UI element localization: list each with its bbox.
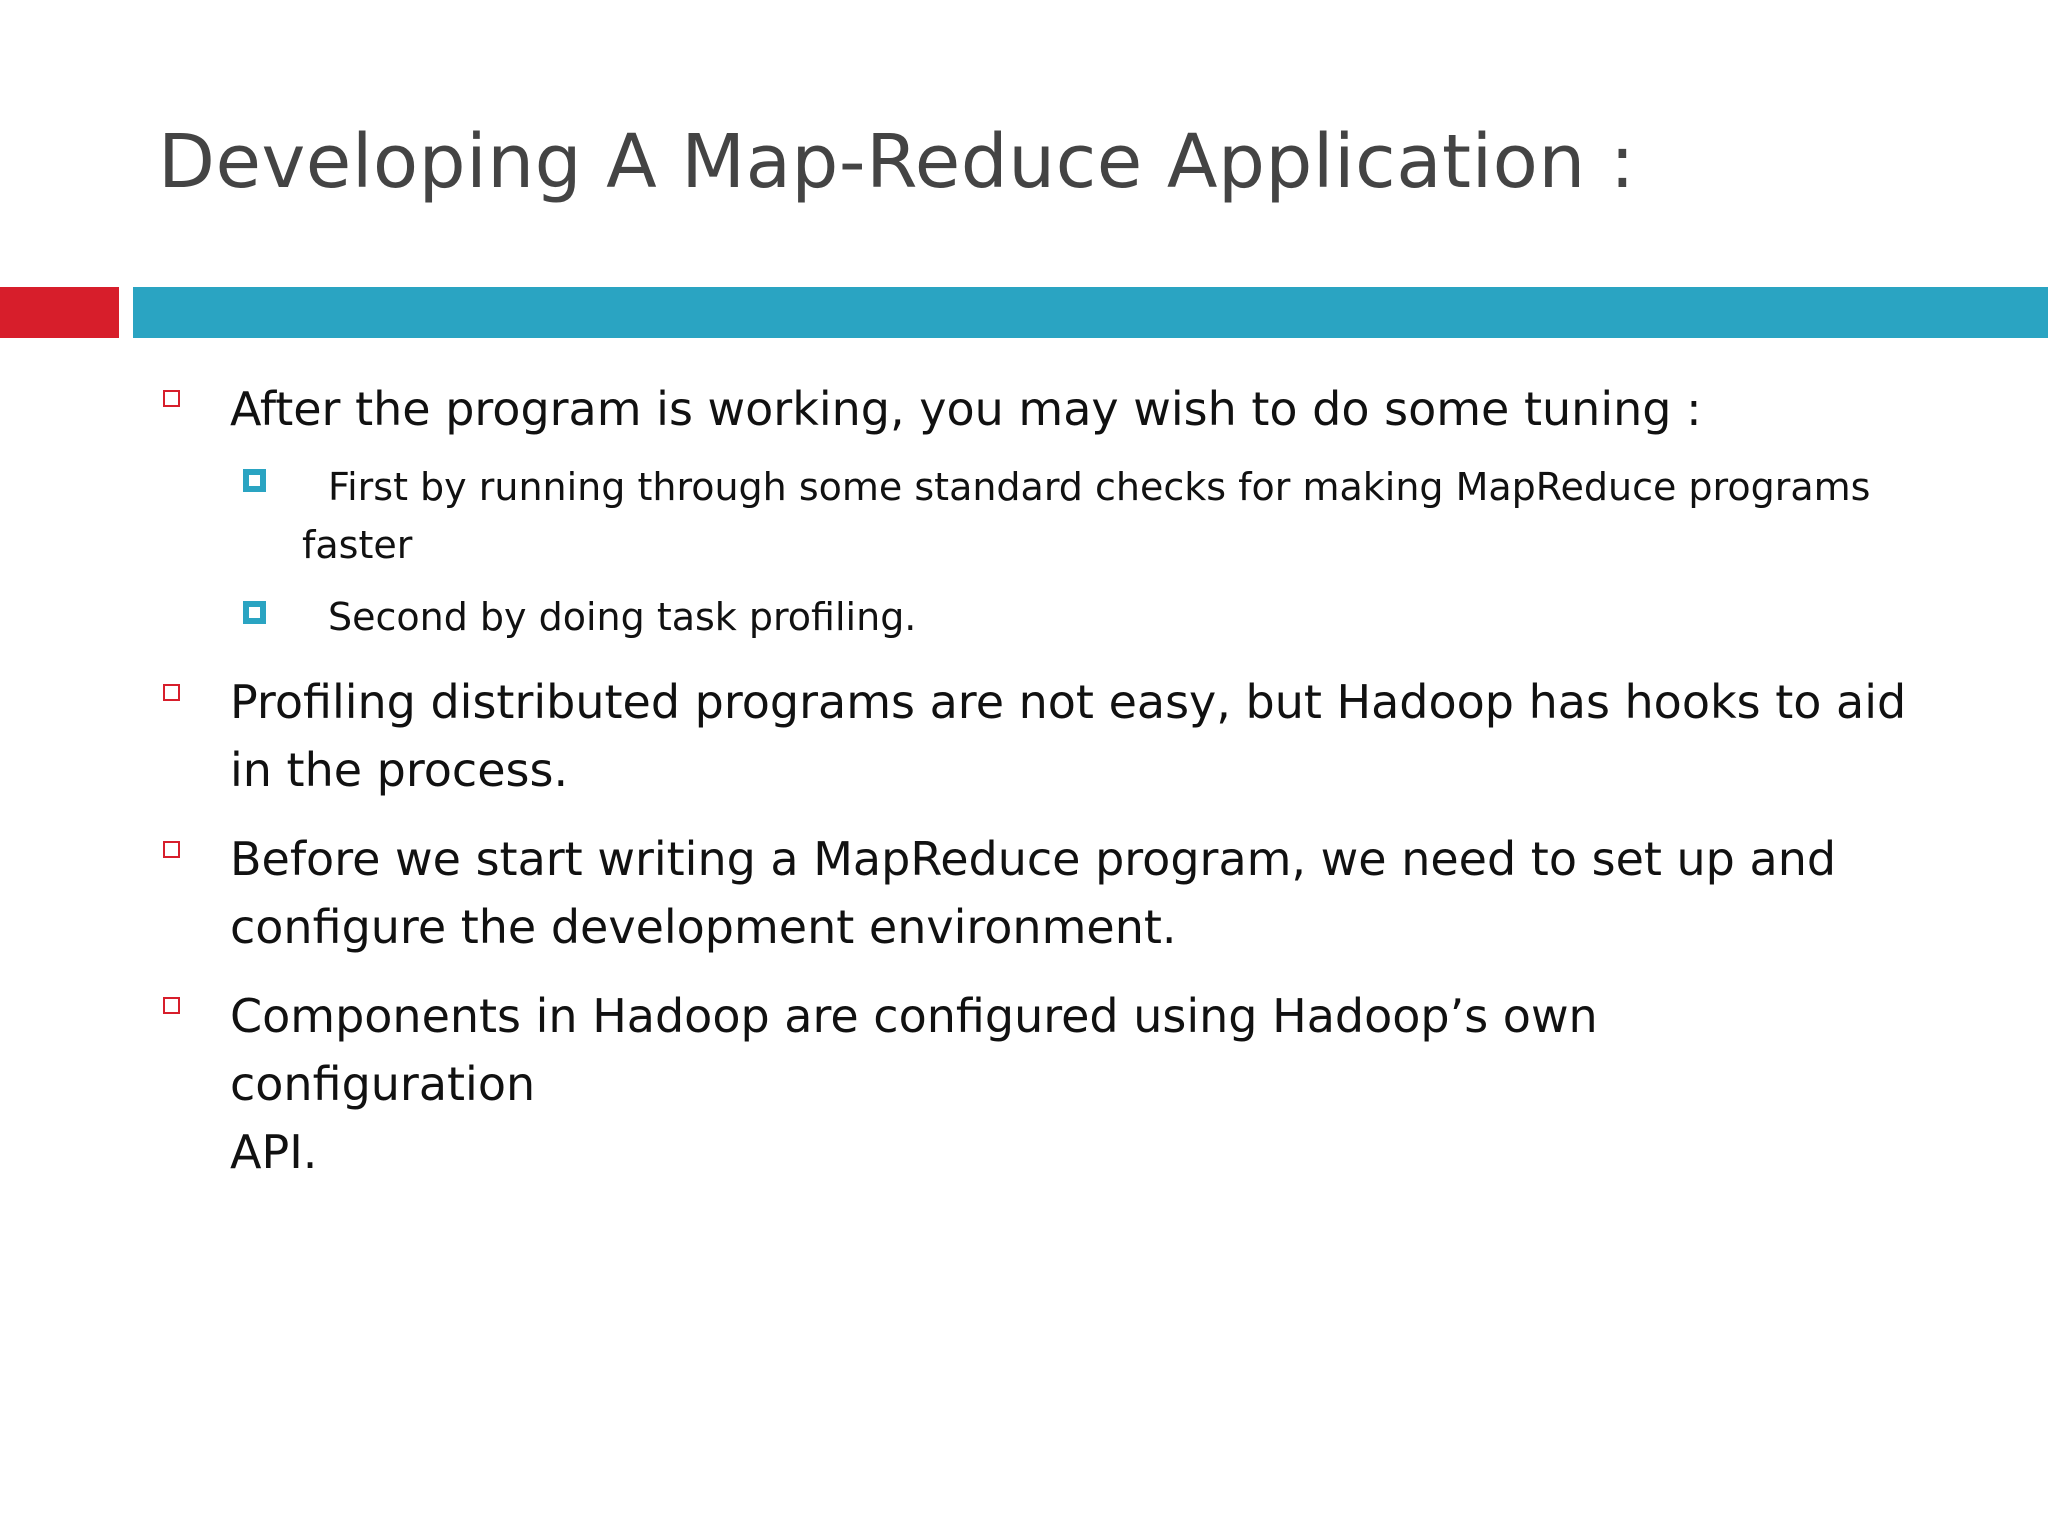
list-item xyxy=(230,982,1910,1186)
list-item-text: in the process. xyxy=(230,743,569,797)
hollow-square-icon xyxy=(163,684,180,701)
list-item xyxy=(230,375,1910,443)
sub-list-item-text: Second by doing task profiling. xyxy=(328,595,917,639)
list-item-text: Before we start writing a MapReduce program, we need to set up and xyxy=(230,832,1837,886)
list-item-text: configure the development environment. xyxy=(230,900,1177,954)
list-item xyxy=(230,668,1910,804)
filled-square-icon xyxy=(243,601,266,624)
sub-list-item-text: First by running through some standard checks for making MapReduce programs xyxy=(328,465,1871,509)
list-item-text: Profiling distributed programs are not easy, but Hadoop has hooks to aid xyxy=(230,675,1907,729)
list-item-text: After the program is working, you may wish to do some tuning : xyxy=(230,382,1702,436)
slide-title: Developing A Map-Reduce Application : xyxy=(158,119,1636,205)
sub-list-item xyxy=(328,597,1928,637)
accent-bar-teal xyxy=(133,287,2048,338)
hollow-square-icon xyxy=(163,997,180,1014)
accent-bar-red xyxy=(0,287,119,338)
sub-list-item-continuation xyxy=(302,525,1902,565)
list-item xyxy=(230,825,1910,961)
filled-square-icon xyxy=(243,469,266,492)
sub-list-item-text: faster xyxy=(302,523,413,567)
list-item-text: API. xyxy=(230,1125,318,1179)
list-item-text: Components in Hadoop are configured using Hadoop’s own configuration xyxy=(230,989,1598,1111)
hollow-square-icon xyxy=(163,841,180,858)
sub-list-item xyxy=(328,467,1928,507)
hollow-square-icon xyxy=(163,390,180,407)
